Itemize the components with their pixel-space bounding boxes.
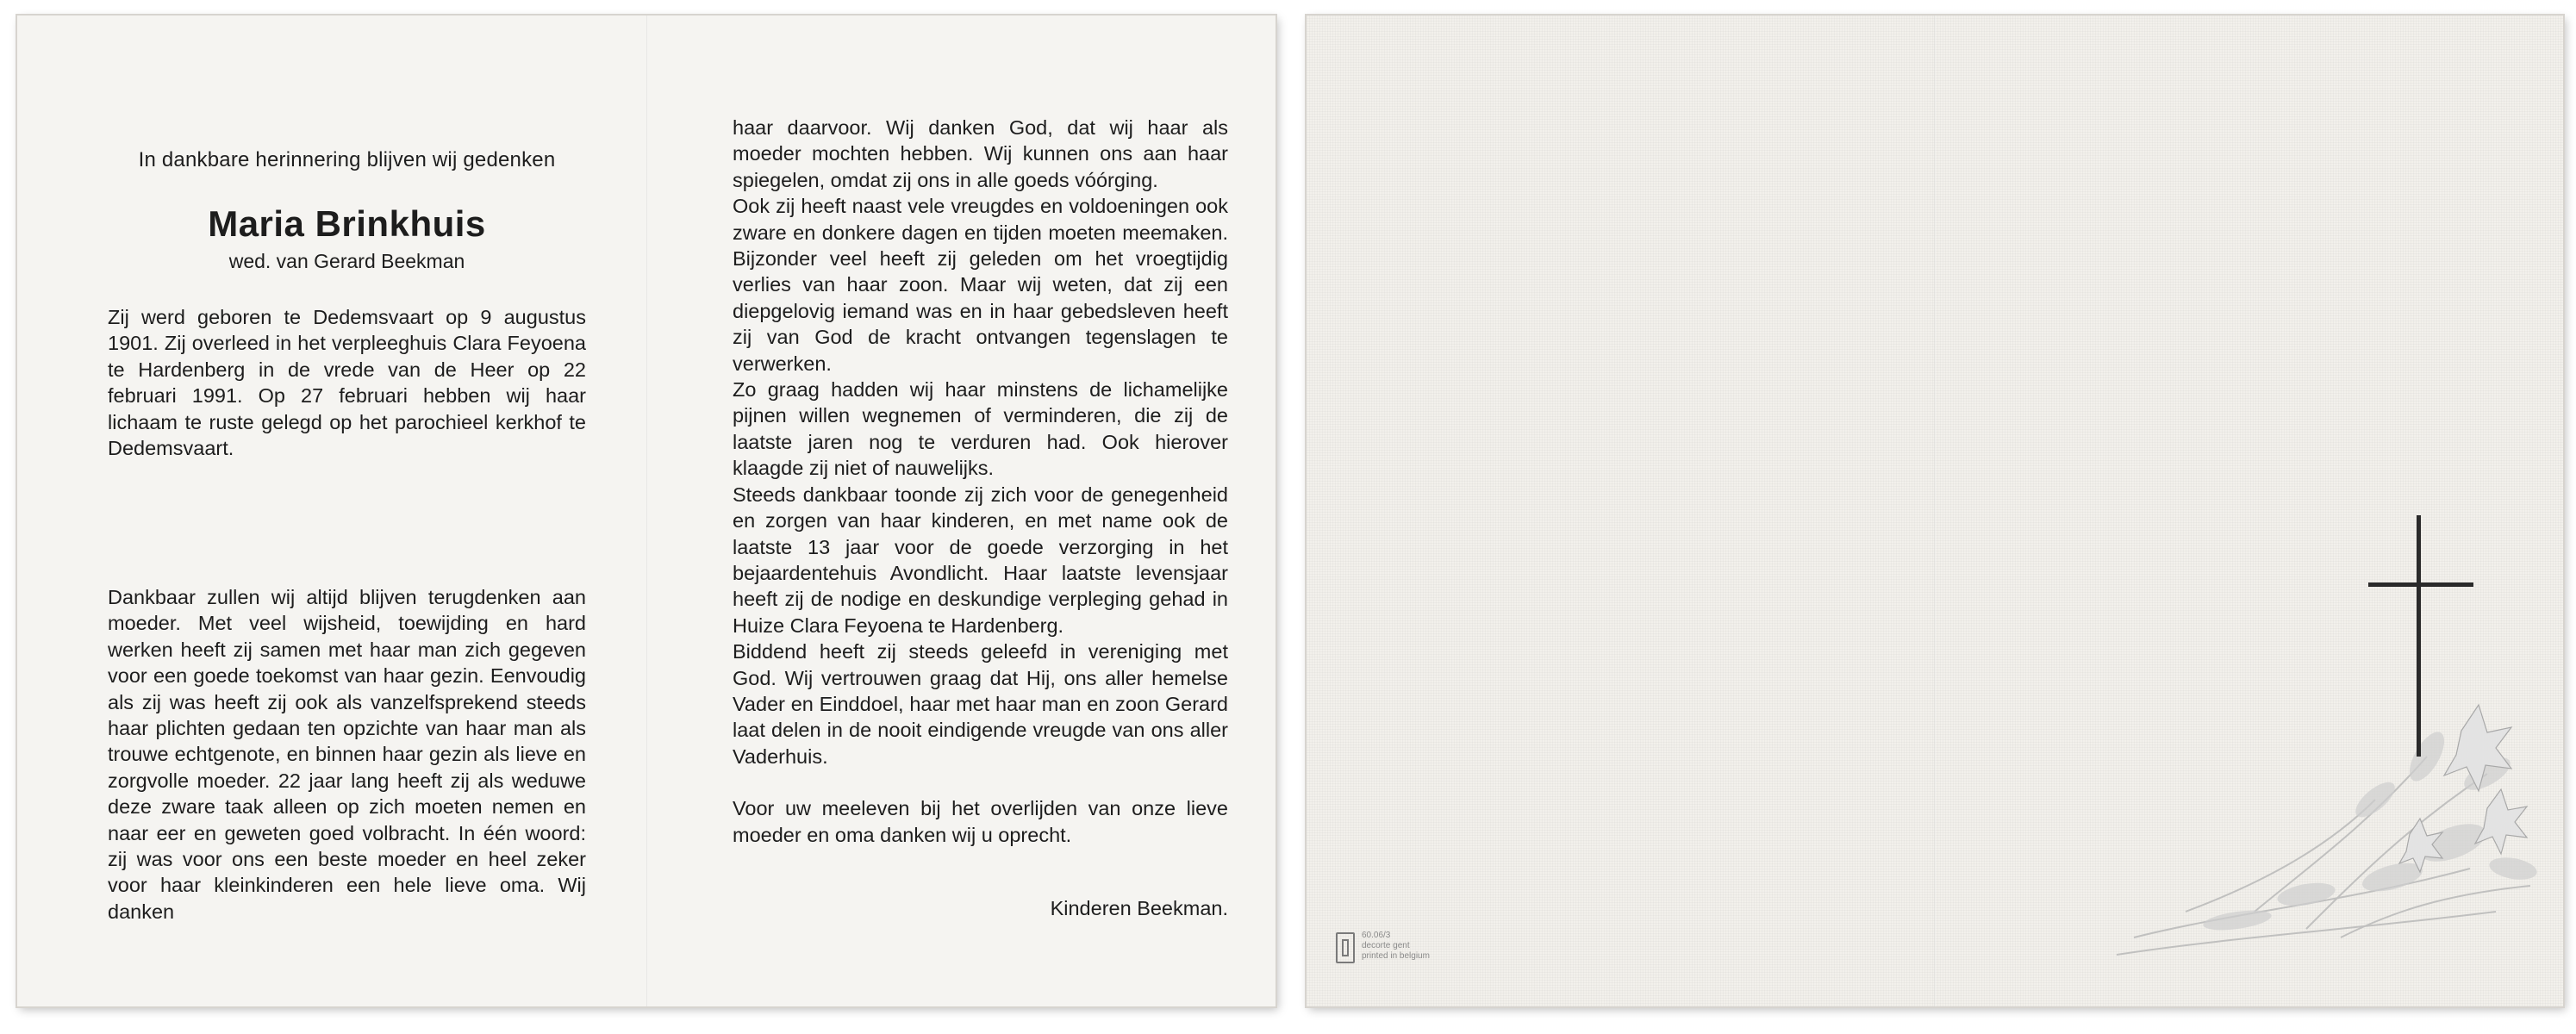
card-fold-outside	[1934, 16, 1936, 1006]
flower-bouquet-illustration	[2082, 653, 2563, 998]
inside-left-panel	[108, 16, 586, 1006]
cross-icon	[2360, 515, 2480, 774]
printer-logo-icon	[1336, 932, 1355, 963]
tribute-continuation	[733, 115, 1228, 848]
imprint-line: decorte gent	[1362, 941, 1410, 950]
printer-imprint	[1336, 931, 1474, 972]
card-inside	[17, 16, 1276, 1006]
tribute-paragraph: Steeds dankbaar toonde zij zich voor de genegenheid en zorgen van haar kinderen, en met name ook de laatste 13 jaar voor de goede verzorging in het bejaardentehuis Avondlicht. Haar laatste levensjaar heeft zij de nodige en deskundige verpleging gehad in Huize Clara Feyoena te Hardenberg.	[733, 483, 1228, 637]
imprint-line: 60.06/3	[1362, 931, 1391, 940]
deceased-subtitle: wed. van Gerard Beekman	[228, 250, 465, 272]
tribute-paragraph: haar daarvoor. Wij danken God, dat wij haar als moeder mochten hebben. Wij kunnen ons aan haar spiegelen, omdat zij ons in alle goeds vóórging.	[733, 116, 1228, 191]
deceased-name: Maria Brinkhuis	[208, 203, 486, 244]
tribute-paragraph: Ook zij heeft naast vele vreugdes en voldoeningen ook zware en donkere dagen en tijden moeten meemaken. Bijzonder veel heeft zij geleden om het vroegtijdig verlies van haar zoon. Maar wij weten, dat zij een diepgelovig iemand was en in haar gebedsleven heeft zij van God de kracht ontvangen tegenslagen te verwerken.	[733, 195, 1228, 375]
card-fold-inside	[646, 16, 648, 1006]
tribute-paragraph: Dankbaar zullen wij altijd blijven terugdenken aan moeder. Met veel wijsheid, toewijding en hard werken heeft zij samen met haar man zich gegeven voor een goede toekomst van haar gezin. Eenvoudig als zij was heeft zij ook als vanzelfsprekend steeds haar plichten gedaan ten opzichte van haar man als trouwe echtgenote, en binnen haar gezin als lieve en zorgvolle moeder. 22 jaar lang heeft zij als weduwe deze zware taak alleen op zich moeten nemen en naar eer en geweten goed volbracht. In één woord: zij was voor ons een beste moeder en heel zeker voor haar kleinkinderen een hele lieve oma. Wij danken	[108, 586, 586, 923]
signature: Kinderen Beekman.	[1050, 897, 1228, 919]
imprint-line: printed in belgium	[1362, 951, 1430, 961]
card-outside	[1307, 16, 2563, 1006]
inside-right-panel	[733, 16, 1228, 1006]
imprint-text	[1362, 931, 1430, 962]
memorial-lead-text: In dankbare herinnering blijven wij gedenken	[138, 148, 556, 171]
thanks-paragraph: Voor uw meeleven bij het overlijden van onze lieve moeder en oma danken wij u oprecht.	[733, 797, 1228, 846]
biography-paragraph: Zij werd geboren te Dedemsvaart op 9 augustus 1901. Zij overleed in het verpleeghuis Clara Feyoena te Hardenberg in de vrede van de Heer op 22 februari 1991. Op 27 februari hebben wij haar lichaam te ruste gelegd op het parochieel kerkhof te Dedemsvaart.	[108, 306, 586, 460]
tribute-paragraph: Biddend heeft zij steeds geleefd in vereniging met God. Wij vertrouwen graag dat Hij, ons aller hemelse Vader en Einddoel, haar met haar man en zoon Gerard laat delen in de nooit eindigende vreugde van ons aller Vaderhuis.	[733, 640, 1228, 768]
tribute-paragraph: Zo graag hadden wij haar minstens de lichamelijke pijnen willen wegnemen of verminderen, die zij de laatste jaren nog te verduren had. Ook hierover klaagde zij niet of nauwelijks.	[733, 378, 1228, 480]
